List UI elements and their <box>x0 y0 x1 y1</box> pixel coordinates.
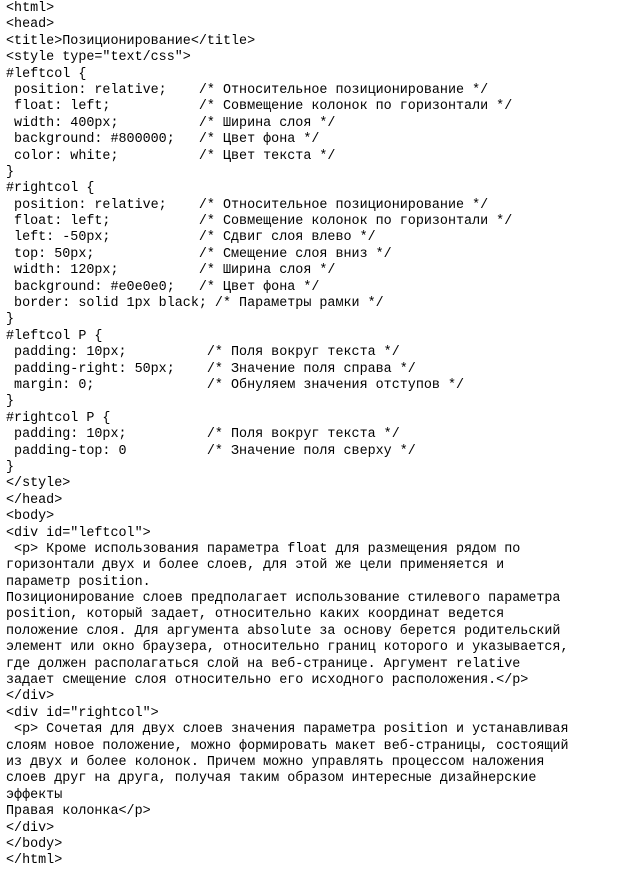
code-line: из двух и более колонок. Причем можно управлять процессом наложения <box>6 754 545 770</box>
code-line: } <box>6 394 15 410</box>
code-line: <div id="rightcol"> <box>6 705 159 721</box>
code-line: </style> <box>6 476 71 492</box>
code-line: #leftcol P { <box>6 328 103 344</box>
code-line: </div> <box>6 820 55 836</box>
code-line: <p> Сочетая для двух слоев значения параметра position и устанавливая <box>6 722 569 738</box>
code-line: <html> <box>6 1 55 16</box>
code-line: положение слоя. Для аргумента absolute за основу берется родительский <box>6 623 561 639</box>
code-line: padding: 10px; /* Поля вокруг текста */ <box>6 427 400 443</box>
code-line: Позиционирование слоев предполагает использование стилевого параметра <box>6 591 561 607</box>
code-line: left: -50px; /* Сдвиг слоя влево */ <box>6 230 376 246</box>
code-line: <title>Позиционирование</title> <box>6 33 256 49</box>
code-line: color: white; /* Цвет текста */ <box>6 148 336 164</box>
code-line: position, который задает, относительно каких координат ведется <box>6 607 505 623</box>
document-text <box>6 1 614 870</box>
code-line: position: relative; /* Относительное позиционирование */ <box>6 197 489 213</box>
code-line: параметр position. <box>6 574 151 590</box>
code-line: } <box>6 459 15 475</box>
code-line: } <box>6 164 15 180</box>
code-line: Правая колонка</p> <box>6 804 151 820</box>
code-line: top: 50px; /* Смещение слоя вниз */ <box>6 246 392 262</box>
code-line: </div> <box>6 689 55 705</box>
code-line: </html> <box>6 853 63 869</box>
code-line: <head> <box>6 17 55 33</box>
code-line: width: 400px; /* Ширина слоя */ <box>6 115 336 131</box>
code-line: position: relative; /* Относительное позиционирование */ <box>6 82 489 98</box>
code-line: padding-right: 50px; /* Значение поля справа */ <box>6 361 416 377</box>
code-line: <p> Кроме использования параметра float для размещения рядом по <box>6 541 521 557</box>
code-line: background: #800000; /* Цвет фона */ <box>6 132 320 148</box>
code-line: background: #e0e0e0; /* Цвет фона */ <box>6 279 320 295</box>
code-line: слоям новое положение, можно формировать макет веб-страницы, состоящий <box>6 738 569 754</box>
code-line: <div id="leftcol"> <box>6 525 151 541</box>
code-line: border: solid 1px black; /* Параметры рамки */ <box>6 296 384 312</box>
code-line: задает смещение слоя относительно его исходного расположения.</p> <box>6 673 529 689</box>
code-line: слоев друг на друга, получая таким образом интересные дизайнерские <box>6 771 537 787</box>
code-line: float: left; /* Совмещение колонок по горизонтали */ <box>6 99 513 115</box>
code-line: width: 120px; /* Ширина слоя */ <box>6 263 336 279</box>
code-line: padding-top: 0 /* Значение поля сверху */ <box>6 443 416 459</box>
code-line: эффекты <box>6 787 63 803</box>
code-line: где должен располагаться слой на веб-странице. Аргумент relative <box>6 656 521 672</box>
code-line: #rightcol P { <box>6 410 111 426</box>
code-line: #rightcol { <box>6 181 95 197</box>
code-line: горизонтали двух и более слоев, для этой же цели применяется и <box>6 558 505 574</box>
code-line: элемент или окно браузера, относительно границ которого и указывается, <box>6 640 569 656</box>
code-line: <body> <box>6 509 55 525</box>
code-line: margin: 0; /* Обнуляем значения отступов */ <box>6 377 465 393</box>
code-line: float: left; /* Совмещение колонок по горизонтали */ <box>6 214 513 230</box>
code-line: } <box>6 312 15 328</box>
code-line: </head> <box>6 492 63 508</box>
code-line: </body> <box>6 836 63 852</box>
code-line: <style type="text/css"> <box>6 50 191 66</box>
code-line: #leftcol { <box>6 66 87 82</box>
code-line: padding: 10px; /* Поля вокруг текста */ <box>6 345 400 361</box>
